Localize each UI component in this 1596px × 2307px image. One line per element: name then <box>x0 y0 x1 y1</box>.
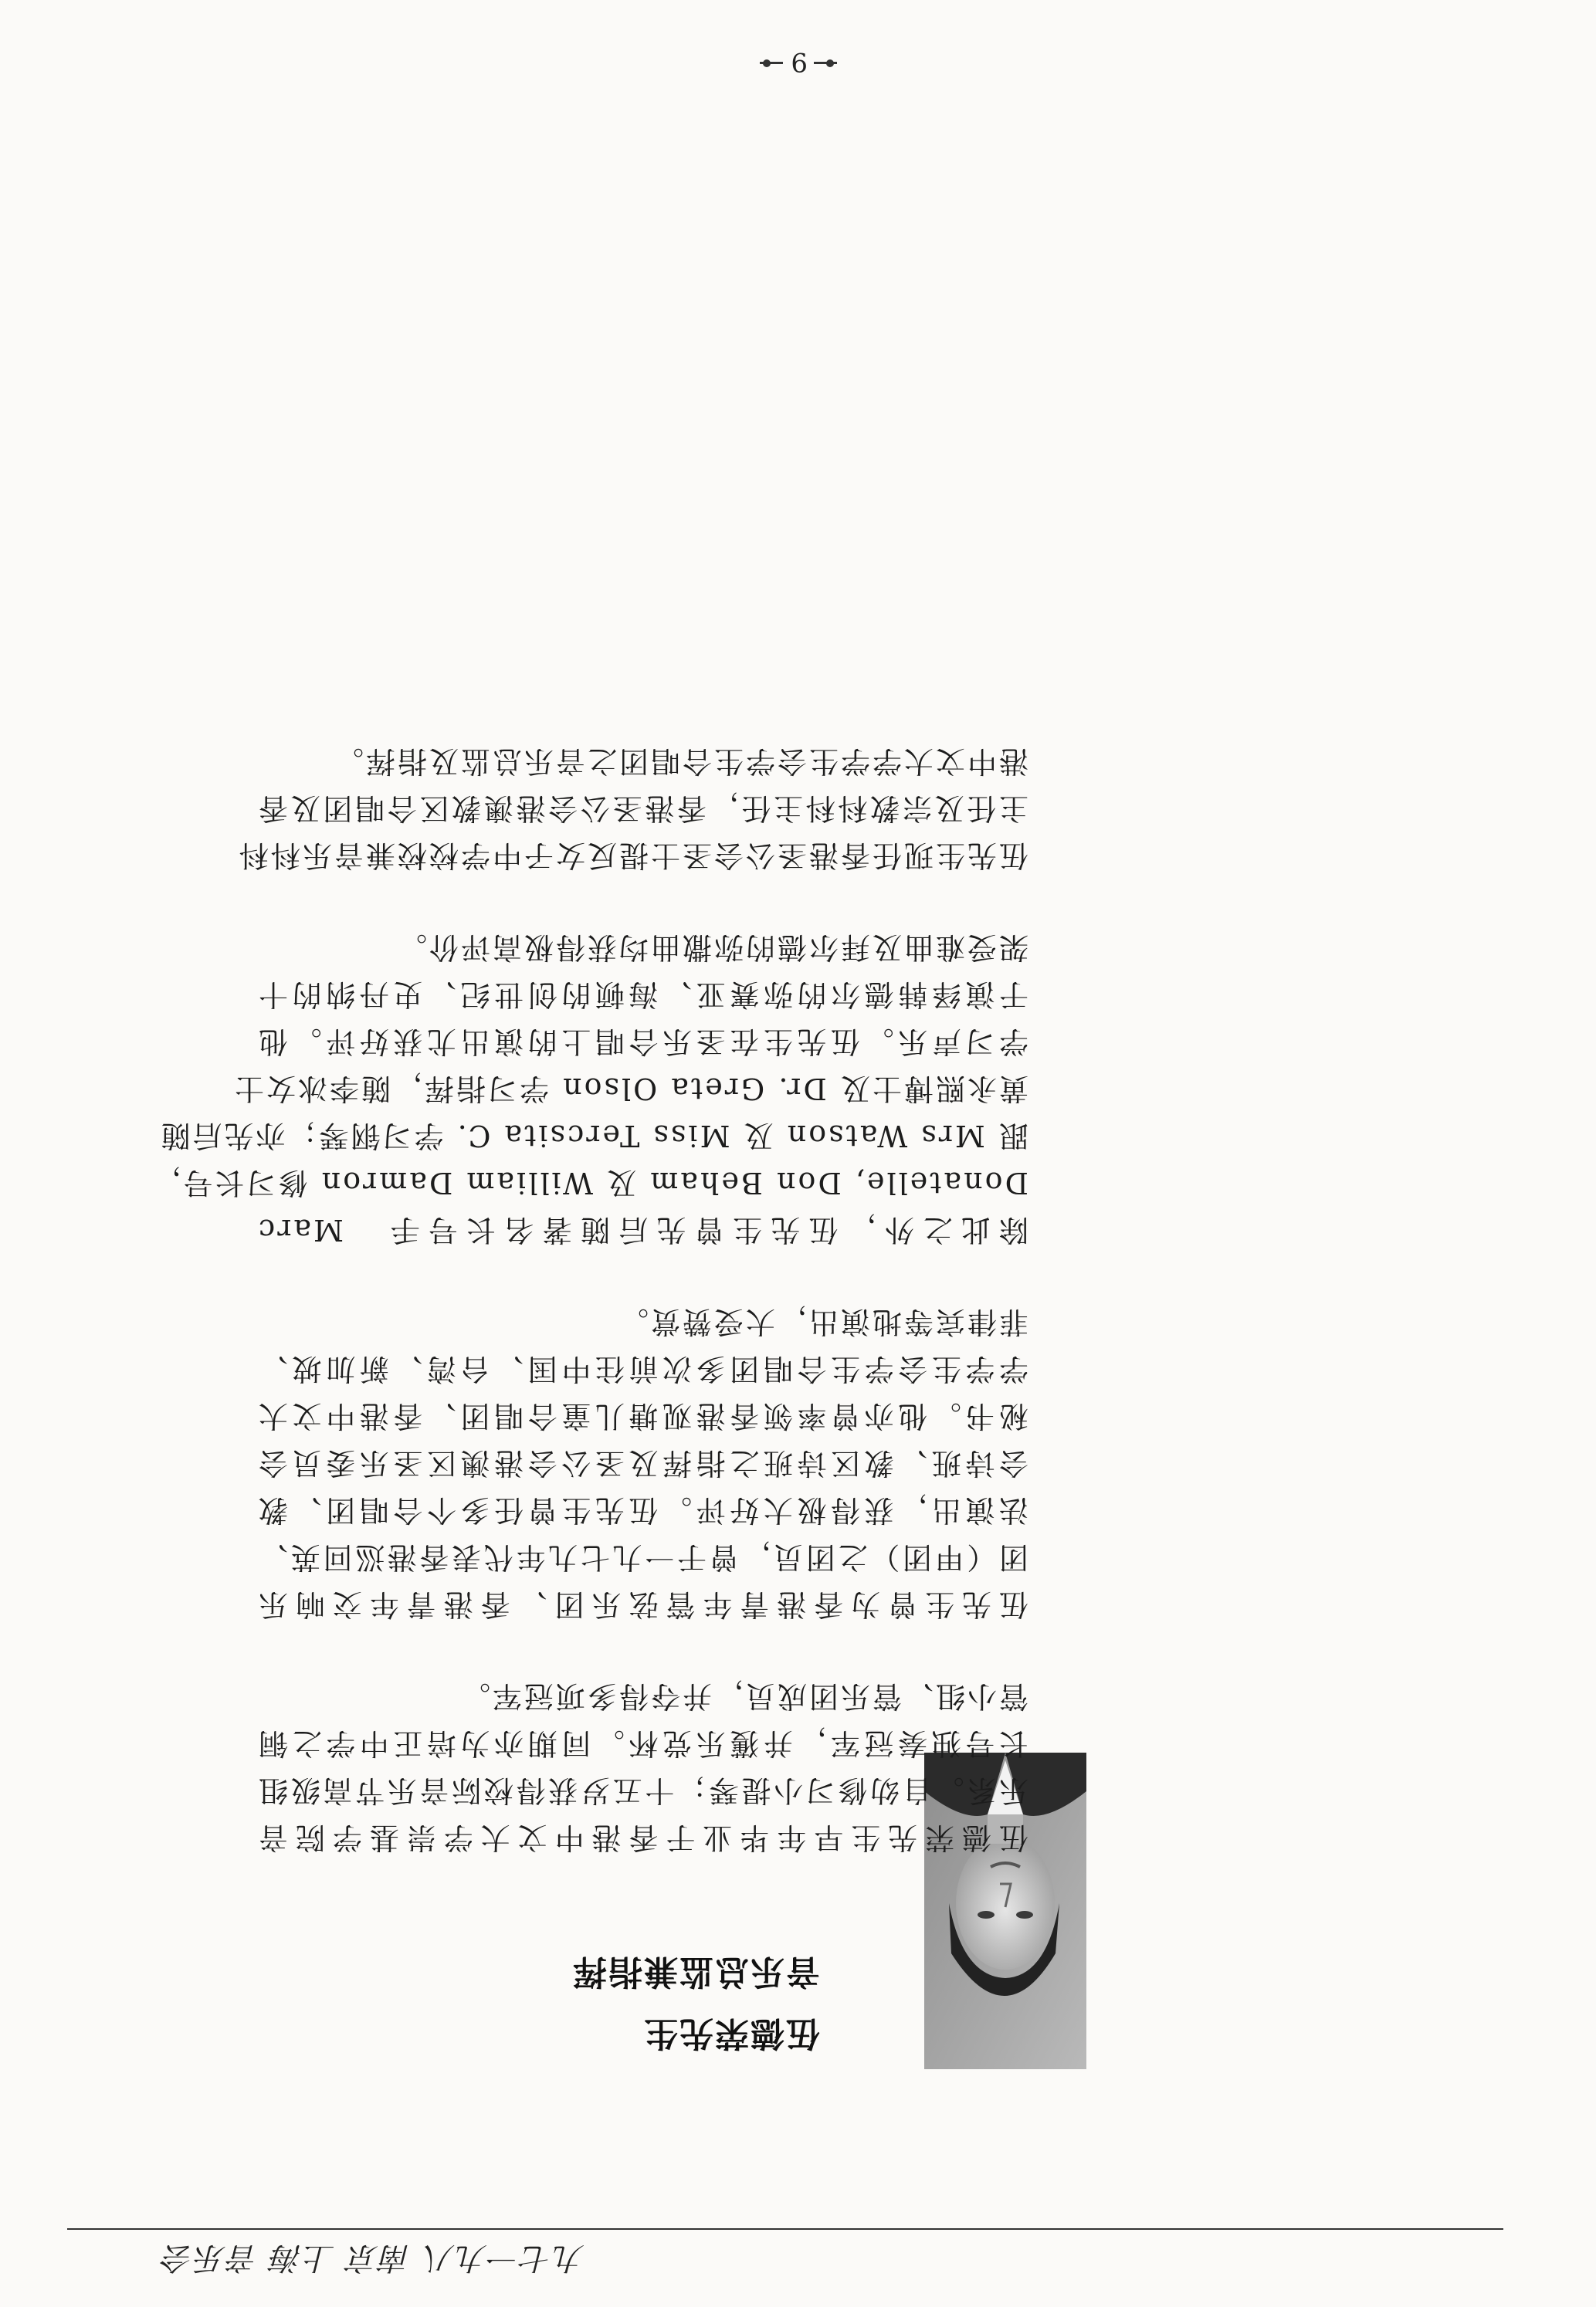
ornament-dot-right <box>763 59 771 67</box>
text-line: 管小组、管乐团成员，并夺得多项冠军。 <box>458 1679 1028 1713</box>
paragraph-1 <box>256 1672 1028 1861</box>
text-line: Donatelle, Don Beham 及 William Damron 修习长号， <box>149 1166 1028 1200</box>
page-title: 伍德荣先生 <box>642 2014 820 2053</box>
text-line: 除此之外，伍先生曾先后随著名长号手 Marc <box>256 1213 1028 1247</box>
text-line: 于演绎韩德尔的弥赛亚、海顿的创世纪、史丹纳的十 <box>256 977 1028 1011</box>
paragraph-3 <box>149 923 1028 1253</box>
page-subtitle: 音乐总监兼指挥 <box>571 1952 820 1991</box>
running-header-text: 九七一九八 南京 上海 音乐会 <box>161 2240 585 2275</box>
text-line: 跟 Mrs Watson 及 Miss Tercsita C. 学习钢琴；亦先后随 <box>158 1119 1028 1153</box>
text-line: 架受难曲及拜尔德的弥撒曲均获得极高评价。 <box>395 930 1028 964</box>
text-line: 团（甲团）之团员，曾于一九七九年代表香港巡回英、 <box>256 1540 1028 1574</box>
article-body <box>149 693 1028 1861</box>
running-header <box>67 2231 1503 2293</box>
text-line: 伍先生曾为香港青年管弦乐团、香港青年交响乐 <box>256 1587 1028 1621</box>
text-line: 学习声乐。伍先生在圣乐合唱上的演出尤获好评。他 <box>256 1025 1028 1059</box>
text-line: 法演出，获得极大好评。伍先生曾任多个合唱团、教 <box>256 1493 1028 1527</box>
text-line: 乐系。自幼修习小提琴；十五岁获得校际音乐节高级组 <box>256 1773 1028 1807</box>
text-line: 菲律宾等地演出，大受赞赏。 <box>616 1305 1028 1339</box>
text-line: 黄永熙博士及 Dr. Greta Olson 学习指挥，随李冰女士 <box>232 1072 1028 1106</box>
paragraph-2 <box>256 1298 1028 1628</box>
text-line: 伍德荣先生早年毕业于香港中文大学崇基学院音 <box>256 1821 1028 1855</box>
text-line: 长号独奏冠军，并獲乐党杯。同期亦为培正中学之铜 <box>256 1726 1028 1760</box>
text-line: 伍先生现任香港圣公会圣士提反女子中学校校兼音乐科科 <box>236 838 1028 872</box>
text-line: 港中文大学学生会学生合唱团之音乐总监及指挥。 <box>331 744 1028 778</box>
header-rule <box>67 2228 1503 2230</box>
paragraph-4 <box>236 737 1028 879</box>
page-number-text: 9 <box>791 46 808 77</box>
text-line: 学学生会学生合唱团多次前往中国、台湾、新加坡、 <box>256 1352 1028 1386</box>
text-line: 会诗班、教区诗班之指挥及圣公会港澳区圣乐委员会 <box>256 1446 1028 1480</box>
text-line: 主任及宗教科科主任，香港圣公会港澳教区合唱团及香 <box>256 791 1028 825</box>
text-line: 秘书。他亦曾率领香港观塘儿童合唱团、香港中文大 <box>256 1399 1028 1433</box>
page-number <box>760 46 837 77</box>
ornament-dot-left <box>826 59 834 67</box>
